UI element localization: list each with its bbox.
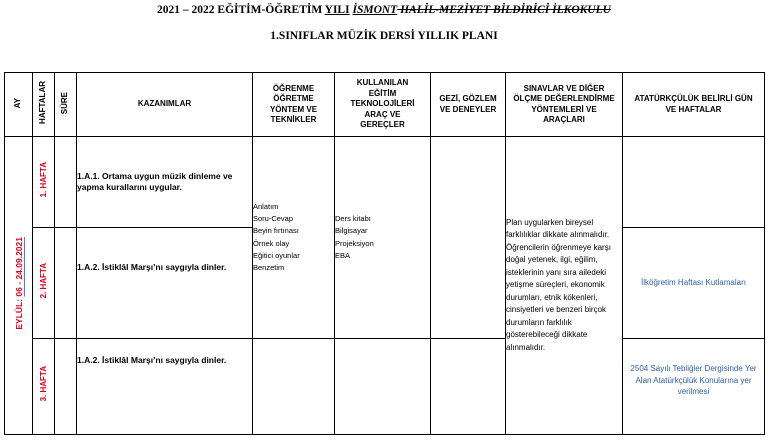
list-item: Projeksiyon [335, 238, 374, 248]
ataturk-cell: 2504 Sayılı Tebliğler Dergisinde Yer Alan Atatürkçülük Konularına yer verilmesi [623, 339, 765, 435]
duration-cell [55, 339, 77, 435]
title-school: HALİL-MEZİYET BİLDİRİCİ İLKOKULU [397, 4, 611, 16]
gezi-cell [431, 339, 506, 435]
week-cell: 3. HAFTA [33, 339, 55, 435]
list-item: Anlatım [253, 201, 279, 211]
annual-plan-table [4, 72, 765, 435]
col-sinav: SINAVLAR VE DİĞER ÖLÇME DEĞERLENDİRME YÖNTEMLERİ VE ARAÇLARI [506, 73, 623, 137]
list-item: Örnek olay [253, 238, 290, 248]
duration-cell [55, 228, 77, 339]
col-ay: AY [5, 73, 33, 137]
col-gezi: GEZİ, GÖZLEM VE DENEYLER [431, 73, 506, 137]
col-haftalar: HAFTALAR [33, 73, 55, 137]
list-item: EBA [335, 250, 351, 260]
list-item: Bilgisayar [335, 226, 368, 236]
title-year: 2021 – 2022 EĞİTİM-ÖĞRETİM [157, 4, 325, 16]
table-row [5, 137, 765, 228]
ataturk-cell [623, 137, 765, 228]
col-araclar: KULLANILAN EĞİTİM TEKNOLOJİLERİ ARAÇ VE GEREÇLER [335, 73, 431, 137]
col-kazanimlar: KAZANIMLAR [77, 73, 253, 137]
document-subtitle: 1.SINIFLAR MÜZİK DERSİ YILLIK PLANI [270, 30, 498, 42]
list-item: Eğitici oyunlar [253, 250, 300, 260]
kazanim-cell: 1.A.2. İstiklâl Marşı’nı saygıyla dinler. [77, 339, 253, 435]
kazanim-cell: 1.A.1. Ortama uygun müzik dinleme ve yapma kurallarını uygular. [77, 137, 253, 228]
col-ataturk: ATATÜRKÇÜLÜK BELİRLİ GÜN VE HAFTALAR [623, 73, 765, 137]
header-row [5, 73, 765, 137]
table-row [5, 339, 765, 435]
methods-list [253, 137, 335, 339]
week-cell: 1. HAFTA [33, 137, 55, 228]
title-yili: YILI [324, 4, 350, 16]
month-cell: EYLÜL: 06 - 24.09.2021 [5, 137, 33, 435]
duration-cell [55, 137, 77, 228]
tools-cell [335, 339, 431, 435]
tools-list [335, 137, 431, 339]
list-item: Soru-Cevap [253, 213, 294, 223]
assessment-cell: Plan uygularken bireysel farklılıklar dikkate alınmalıdır. Öğrencilerin öğrenmeye karşı doğal yetenek, ilgi, eğilim, isteklerinin yanı sıra ailedeki yetişme süreçleri, ekonomik durumları, etnik kökenleri, cinsiyetleri ve benzeri birçok durumların farklılık gösterebileceği dikkate alınmalıdır. [506, 137, 623, 435]
methods-cell [253, 339, 335, 435]
list-item: Ders kitabı [335, 213, 371, 223]
list-item: Beyin fırtınası [253, 226, 299, 236]
title-ismont: İSMONT [352, 4, 398, 16]
col-yontem: ÖĞRENME ÖĞRETME YÖNTEM VE TEKNİKLER [253, 73, 335, 137]
list-item: Benzetim [253, 263, 285, 273]
ataturk-cell: İlköğretim Haftası Kutlamaları [623, 228, 765, 339]
col-sure: SÜRE [55, 73, 77, 137]
kazanim-cell: 1.A.2. İstiklâl Marşı’nı saygıyla dinler. [77, 228, 253, 339]
document-title [0, 4, 768, 16]
week-cell: 2. HAFTA [33, 228, 55, 339]
gezi-cell [431, 137, 506, 339]
